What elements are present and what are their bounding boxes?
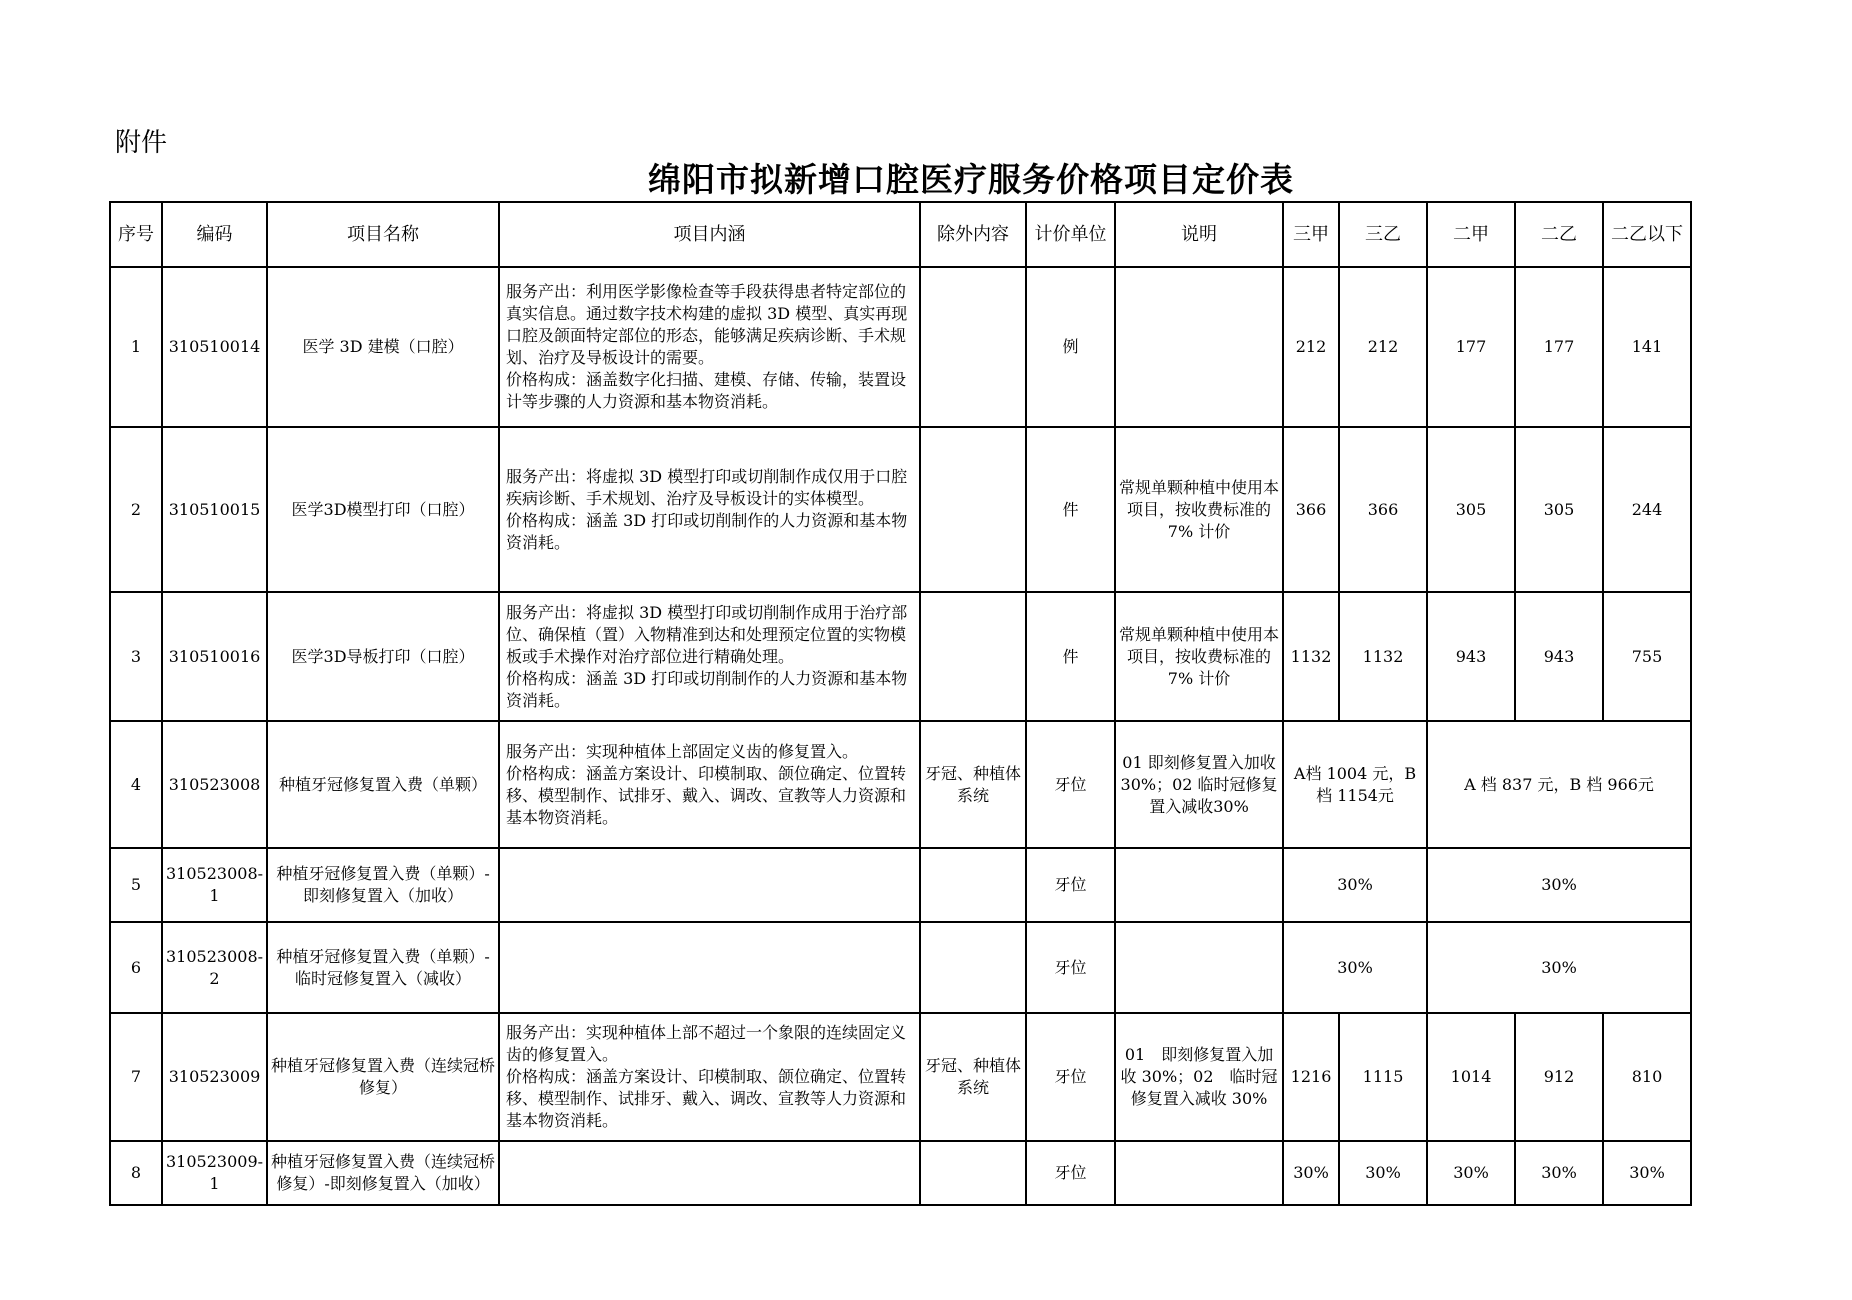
price-level-3-5: 30% [1427, 922, 1691, 1013]
row-seq: 4 [110, 721, 162, 848]
content-cost: 价格构成：涵盖 3D 打印或切削制作的人力资源和基本物资消耗。 [506, 668, 908, 710]
price-level-1-2: 30% [1283, 848, 1427, 922]
row-unit: 牙位 [1026, 721, 1115, 848]
row-exclusion: 牙冠、种植体系统 [920, 721, 1026, 848]
table-row [110, 267, 1691, 427]
row-code: 310510014 [162, 267, 267, 427]
price-level-1: 366 [1283, 427, 1339, 592]
price-level-1-2: 30% [1283, 922, 1427, 1013]
price-level-3: 1014 [1427, 1013, 1515, 1141]
row-code: 310510016 [162, 592, 267, 721]
price-level-2: 1115 [1339, 1013, 1427, 1141]
price-level-5: 141 [1603, 267, 1691, 427]
table-row [110, 922, 1691, 1013]
header-level-1: 三甲 [1283, 202, 1339, 267]
price-level-4: 30% [1515, 1141, 1603, 1205]
row-content [499, 848, 920, 922]
header-level-3: 二甲 [1427, 202, 1515, 267]
row-name: 医学3D导板打印（口腔） [267, 592, 499, 721]
table-row [110, 592, 1691, 721]
row-exclusion [920, 267, 1026, 427]
row-code: 310523008-1 [162, 848, 267, 922]
price-level-5: 30% [1603, 1141, 1691, 1205]
header-name: 项目名称 [267, 202, 499, 267]
price-table [109, 201, 1692, 1206]
row-note: 常规单颗种植中使用本项目，按收费标准的 7% 计价 [1115, 592, 1283, 721]
row-unit: 牙位 [1026, 1013, 1115, 1141]
price-level-4: 912 [1515, 1013, 1603, 1141]
table-row [110, 1141, 1691, 1205]
price-level-1: 212 [1283, 267, 1339, 427]
table-row [110, 721, 1691, 848]
row-content [499, 267, 920, 427]
row-content [499, 922, 920, 1013]
price-level-5: 244 [1603, 427, 1691, 592]
row-code: 310523008 [162, 721, 267, 848]
row-seq: 2 [110, 427, 162, 592]
price-level-5: 755 [1603, 592, 1691, 721]
row-name: 种植牙冠修复置入费（连续冠桥修复）-即刻修复置入（加收） [267, 1141, 499, 1205]
price-level-2: 1132 [1339, 592, 1427, 721]
price-level-3: 177 [1427, 267, 1515, 427]
row-unit: 例 [1026, 267, 1115, 427]
row-exclusion [920, 427, 1026, 592]
row-code: 310523009-1 [162, 1141, 267, 1205]
row-name: 种植牙冠修复置入费（单颗） [267, 721, 499, 848]
price-level-5: 810 [1603, 1013, 1691, 1141]
row-name: 种植牙冠修复置入费（单颗）-临时冠修复置入（减收） [267, 922, 499, 1013]
row-exclusion [920, 1141, 1026, 1205]
row-seq: 8 [110, 1141, 162, 1205]
content-output: 服务产出：实现种植体上部固定义齿的修复置入。 [506, 741, 859, 761]
header-unit: 计价单位 [1026, 202, 1115, 267]
price-level-3: 305 [1427, 427, 1515, 592]
row-content [499, 1013, 920, 1141]
content-output: 服务产出：实现种植体上部不超过一个象限的连续固定义齿的修复置入。 [506, 1023, 907, 1064]
row-unit: 件 [1026, 592, 1115, 721]
row-exclusion [920, 922, 1026, 1013]
row-content [499, 1141, 920, 1205]
row-exclusion: 牙冠、种植体系统 [920, 1013, 1026, 1141]
price-level-4: 177 [1515, 267, 1603, 427]
row-code: 310523008-2 [162, 922, 267, 1013]
header-exclusion: 除外内容 [920, 202, 1026, 267]
table-row [110, 848, 1691, 922]
row-note [1115, 1141, 1283, 1205]
price-level-2: 30% [1339, 1141, 1427, 1205]
row-content [499, 721, 920, 848]
header-code: 编码 [162, 202, 267, 267]
header-level-4: 二乙 [1515, 202, 1603, 267]
table-row [110, 1013, 1691, 1141]
row-unit: 牙位 [1026, 922, 1115, 1013]
header-level-5: 二乙以下 [1603, 202, 1691, 267]
price-level-4: 305 [1515, 427, 1603, 592]
row-unit: 件 [1026, 427, 1115, 592]
page-title: 绵阳市拟新增口腔医疗服务价格项目定价表 [648, 160, 1294, 199]
price-level-1: 1132 [1283, 592, 1339, 721]
header-note: 说明 [1115, 202, 1283, 267]
row-name: 种植牙冠修复置入费（连续冠桥修复） [267, 1013, 499, 1141]
price-level-2: 212 [1339, 267, 1427, 427]
price-level-3-5: 30% [1427, 848, 1691, 922]
price-level-1: 30% [1283, 1141, 1339, 1205]
row-unit: 牙位 [1026, 848, 1115, 922]
price-level-4: 943 [1515, 592, 1603, 721]
row-code: 310510015 [162, 427, 267, 592]
table-header-row [110, 202, 1691, 267]
row-name: 医学 3D 建模（口腔） [267, 267, 499, 427]
table-row [110, 427, 1691, 592]
price-level-3: 30% [1427, 1141, 1515, 1205]
row-code: 310523009 [162, 1013, 267, 1141]
row-note [1115, 922, 1283, 1013]
row-content [499, 592, 920, 721]
price-level-3: 943 [1427, 592, 1515, 721]
row-unit: 牙位 [1026, 1141, 1115, 1205]
row-seq: 5 [110, 848, 162, 922]
row-note: 01 即刻修复置入加收30%；02 临时冠修复置入减收30% [1115, 721, 1283, 848]
attachment-label: 附件 [115, 128, 168, 158]
row-content [499, 427, 920, 592]
row-exclusion [920, 848, 1026, 922]
row-note [1115, 267, 1283, 427]
price-level-3-5: A 档 837 元，B 档 966元 [1427, 721, 1691, 848]
content-output: 服务产出：将虚拟 3D 模型打印或切削制作成仅用于口腔疾病诊断、手术规划、治疗及导板设计的实体模型。 [506, 466, 908, 508]
header-seq: 序号 [110, 202, 162, 267]
content-output: 服务产出：利用医学影像检查等手段获得患者特定部位的真实信息。通过数字技术构建的虚拟 3D 模型、真实再现口腔及颌面特定部位的形态，能够满足疾病诊断、手术规划、治疗及导板设计的需要。 [506, 282, 908, 367]
price-level-2: 366 [1339, 427, 1427, 592]
row-name: 种植牙冠修复置入费（单颗）-即刻修复置入（加收） [267, 848, 499, 922]
header-content: 项目内涵 [499, 202, 920, 267]
row-seq: 7 [110, 1013, 162, 1141]
row-seq: 1 [110, 267, 162, 427]
header-level-2: 三乙 [1339, 202, 1427, 267]
row-note [1115, 848, 1283, 922]
row-note: 常规单颗种植中使用本项目，按收费标准的 7% 计价 [1115, 427, 1283, 592]
row-exclusion [920, 592, 1026, 721]
row-note: 01 即刻修复置入加收 30%；02 临时冠修复置入减收 30% [1115, 1013, 1283, 1141]
row-seq: 6 [110, 922, 162, 1013]
content-cost: 价格构成：涵盖数字化扫描、建模、存储、传输，装置设计等步骤的人力资源和基本物资消耗。 [506, 370, 907, 411]
content-cost: 价格构成：涵盖方案设计、印模制取、颌位确定、位置转移、模型制作、试排牙、戴入、调改、宣教等人力资源和基本物资消耗。 [506, 1067, 907, 1130]
row-name: 医学3D模型打印（口腔） [267, 427, 499, 592]
price-level-1-2: A档 1004 元，B 档 1154元 [1283, 721, 1427, 848]
row-seq: 3 [110, 592, 162, 721]
content-output: 服务产出：将虚拟 3D 模型打印或切削制作成用于治疗部位、确保植（置）入物精准到达和处理预定位置的实物模板或手术操作对治疗部位进行精确处理。 [506, 602, 908, 666]
content-cost: 价格构成：涵盖方案设计、印模制取、颌位确定、位置转移、模型制作、试排牙、戴入、调改、宣教等人力资源和基本物资消耗。 [506, 763, 907, 827]
content-cost: 价格构成：涵盖 3D 打印或切削制作的人力资源和基本物资消耗。 [506, 510, 908, 552]
price-level-1: 1216 [1283, 1013, 1339, 1141]
